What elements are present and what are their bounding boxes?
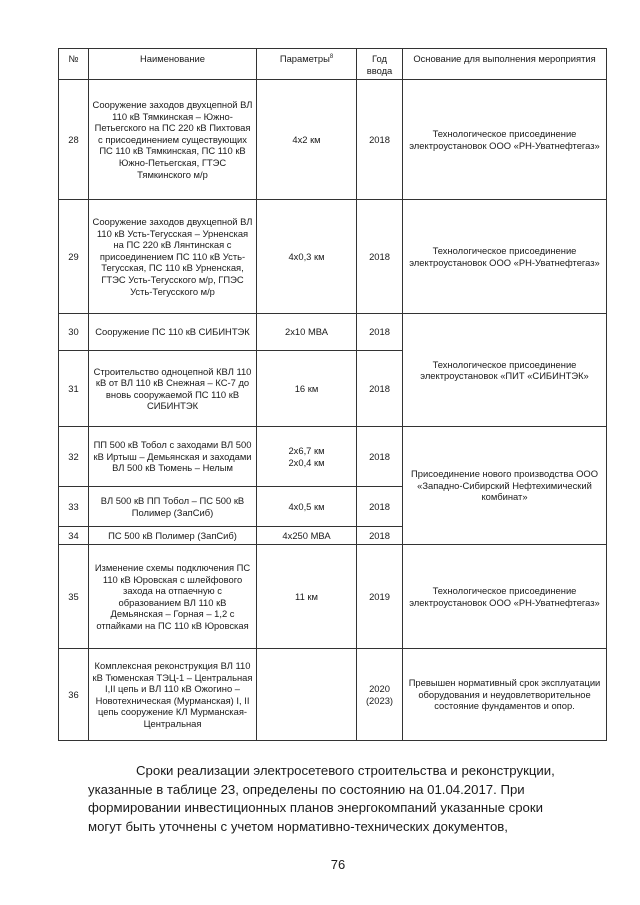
row-num: 36	[59, 649, 89, 741]
row-name: Изменение схемы подключения ПС 110 кВ Юровская с шлейфового захода на отпаечную с образованием ВЛ 110 кВ Демьянская – Горная – 1,2 с отпайками на ПС 110 кВ Юровская	[89, 545, 257, 649]
measures-table	[58, 48, 607, 741]
table-row	[59, 649, 607, 741]
row-name: Сооружение заходов двухцепной ВЛ 110 кВ Тямкинская – Южно-Петьегского на ПС 220 кВ Пихтовая с присоединением существующих ПС 110 кВ Тямкинская, ПС 110 кВ Южно-Петьегская, ГТЭС Тямкинского м/р	[89, 80, 257, 200]
row-num: 28	[59, 80, 89, 200]
table-row	[59, 200, 607, 314]
header-params	[257, 49, 357, 80]
header-params-label: Параметры	[279, 53, 330, 64]
row-basis: Технологическое присоединение электроустановок ООО «РН-Уватнефтегаз»	[403, 200, 607, 314]
row-name: Сооружение ПС 110 кВ СИБИНТЭК	[89, 314, 257, 351]
paragraph-line: Сроки реализации электросетевого строительства и реконструкции,	[136, 763, 555, 778]
table-row	[59, 545, 607, 649]
row-basis: Технологическое присоединение электроустановок «ПИТ «СИБИНТЭК»	[403, 314, 607, 427]
row-params-line: 2x6,7 км	[288, 445, 325, 457]
paragraph-line: могут быть уточнены с учетом нормативно-технических документов,	[88, 818, 508, 834]
table-row	[59, 314, 607, 351]
row-year: 2018	[357, 80, 403, 200]
row-name: Сооружение заходов двухцепной ВЛ 110 кВ Усть-Тегусская – Урненская на ПС 220 кВ Лянтинская с присоединением ПС 110 кВ Усть-Тегусская, ПС 110 кВ Урненская, ГТЭС Усть-Тегусского м/р, ГПЭС Усть-Тегусского м/р	[89, 200, 257, 314]
row-name: Комплексная реконструкция ВЛ 110 кВ Тюменская ТЭЦ-1 – Центральная I,II цепь и ВЛ 110 кВ Ожогино – Новотехническая (Мурманская) I, II цепь сооружение КЛ Мурманская-Центральная	[89, 649, 257, 741]
header-name: Наименование	[89, 49, 257, 80]
row-year: 2018	[357, 200, 403, 314]
row-year: 2019	[357, 545, 403, 649]
row-params: 2x10 МВА	[257, 314, 357, 351]
row-num: 35	[59, 545, 89, 649]
table-header-row	[59, 49, 607, 80]
row-year: 2018	[357, 351, 403, 427]
paragraph-line: указанные в таблице 23, определены по состоянию на 01.04.2017. При	[88, 781, 525, 797]
table-row	[59, 427, 607, 487]
row-num: 32	[59, 427, 89, 487]
row-name: Строительство одноцепной КВЛ 110 кВ от ВЛ 110 кВ Снежная – КС-7 до вновь сооружаемой ПС 110 кВ СИБИНТЭК	[89, 351, 257, 427]
row-name: ПП 500 кВ Тобол с заходами ВЛ 500 кВ Иртыш – Демьянская и заходами ВЛ 500 кВ Тюмень – Нелым	[89, 427, 257, 487]
row-basis: Присоединение нового производства ООО «Западно-Сибирский Нефтехимический комбинат»	[403, 427, 607, 545]
paragraph-line: формировании инвестиционных планов энергокомпаний указанные сроки	[88, 800, 544, 815]
row-params: 11 км	[257, 545, 357, 649]
row-params: 16 км	[257, 351, 357, 427]
row-params: 4x250 МВА	[257, 527, 357, 545]
row-basis: Технологическое присоединение электроустановок ООО «РН-Уватнефтегаз»	[403, 80, 607, 200]
body-paragraph	[88, 762, 586, 836]
table-row	[59, 80, 607, 200]
row-num: 34	[59, 527, 89, 545]
row-name: ПС 500 кВ Полимер (ЗапСиб)	[89, 527, 257, 545]
row-params: 4x0,3 км	[257, 200, 357, 314]
row-params: 4x2 км	[257, 80, 357, 200]
page-number: 76	[330, 857, 346, 872]
header-year: Год ввода	[357, 49, 403, 80]
header-basis: Основание для выполнения мероприятия	[403, 49, 607, 80]
row-num: 31	[59, 351, 89, 427]
row-params	[257, 427, 357, 487]
row-year	[357, 649, 403, 741]
row-params: 4x0,5 км	[257, 487, 357, 527]
header-num: №	[59, 49, 89, 80]
footnote-marker: 8	[329, 53, 334, 60]
row-params	[257, 649, 357, 741]
row-year: 2018	[357, 427, 403, 487]
row-year: 2018	[357, 527, 403, 545]
row-params-line: 2x0,4 км	[288, 456, 325, 468]
row-num: 29	[59, 200, 89, 314]
row-year-line: (2023)	[365, 694, 394, 706]
row-year: 2018	[357, 487, 403, 527]
row-basis: Технологическое присоединение электроустановок ООО «РН-Уватнефтегаз»	[403, 545, 607, 649]
row-num: 33	[59, 487, 89, 527]
row-year-line: 2020	[369, 683, 390, 695]
row-year: 2018	[357, 314, 403, 351]
row-num: 30	[59, 314, 89, 351]
row-basis: Превышен нормативный срок эксплуатации оборудования и неудовлетворительное состояние фундаментов и опор.	[403, 649, 607, 741]
row-name: ВЛ 500 кВ ПП Тобол – ПС 500 кВ Полимер (ЗапСиб)	[89, 487, 257, 527]
